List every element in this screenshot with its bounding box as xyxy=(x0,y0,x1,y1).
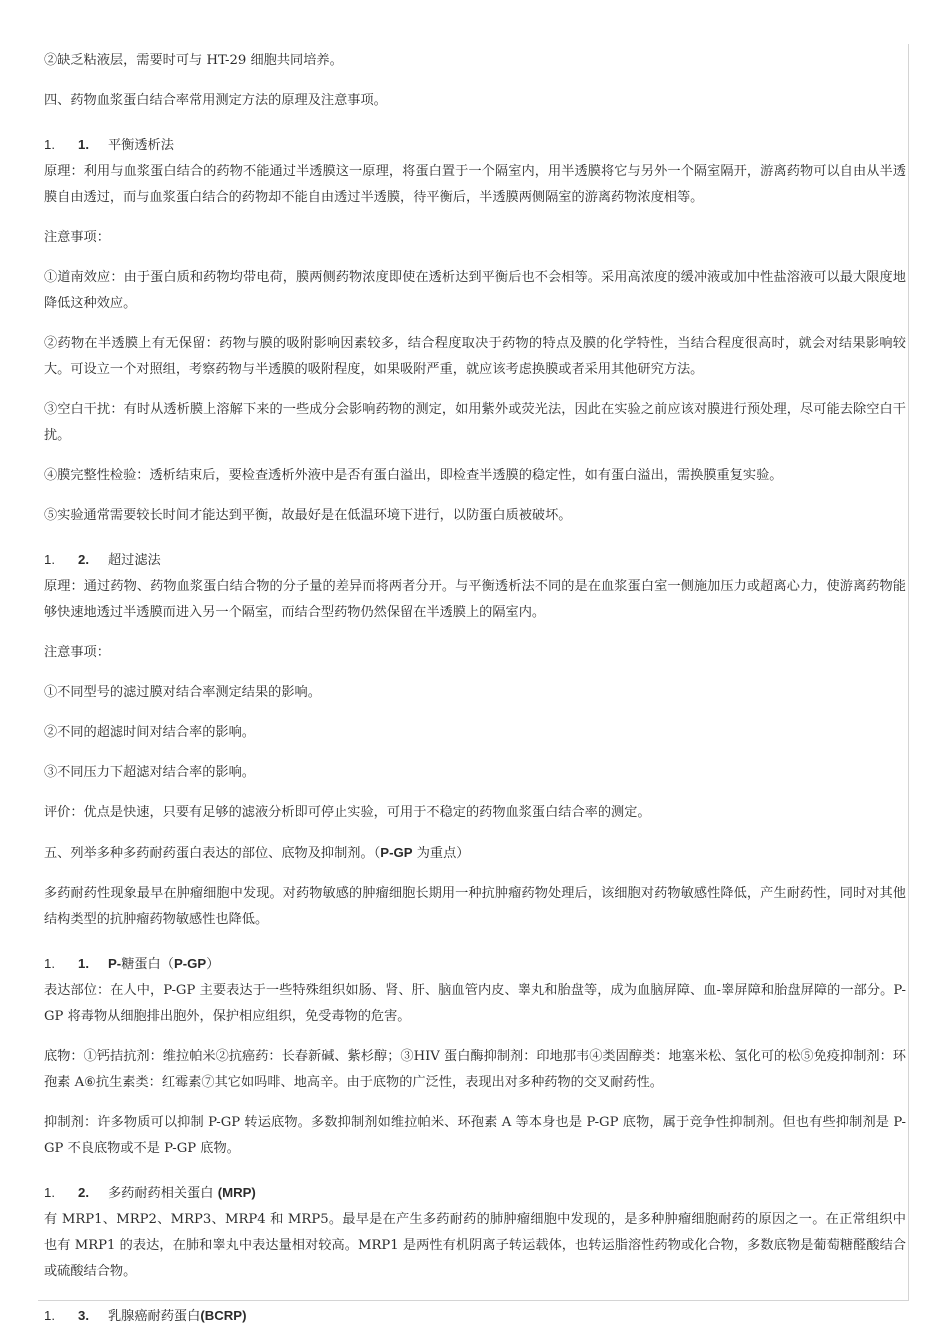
paragraph-membrane-retention: ②药物在半透膜上有无保留：药物与膜的吸附影响因素较多，结合程度取决于药物的特点及膜的化学特性，当结合程度很高时，就会对结果影响较大。可设立一个对照组，考察药物与半透膜的吸附程度，如果吸附严重，就应该考虑换膜或者采用其他研究方法。 xyxy=(44,336,906,377)
section-5-text-end: 为重点） xyxy=(412,846,470,861)
heading-subnumber: 3. xyxy=(78,1308,89,1323)
heading-subnumber: 2. xyxy=(78,1185,89,1200)
paragraph-filter-pressure: ③不同压力下超滤对结合率的影响。 xyxy=(44,765,255,780)
paragraph-membrane-integrity: ④膜完整性检验：透析结束后，要检查透析外液中是否有蛋白溢出，即检查半透膜的稳定性，如有蛋白溢出，需换膜重复实验。 xyxy=(44,468,783,483)
paragraph-mdr-intro: 多药耐药性现象最早在肿瘤细胞中发现。对药物敏感的肿瘤细胞长期用一种抗肿瘤药物处理后，该细胞对药物敏感性降低，产生耐药性，同时对其他结构类型的抗肿瘤药物敏感性也降低。 xyxy=(44,886,906,927)
paragraph-filter-type: ①不同型号的滤过膜对结合率测定结果的影响。 xyxy=(44,685,321,700)
heading-subnumber: 1. xyxy=(78,137,89,152)
heading-bold-abbrev: P-GP xyxy=(173,956,207,971)
paragraph-ultrafiltration-principle: 原理：通过药物、药物血浆蛋白结合物的分子量的差异而将两者分开。与平衡透析法不同的是在血浆蛋白室一侧施加压力或超离心力，使游离药物能够快速地透过半透膜而进入另一个隔室，而结合型药物仍然保留在半透膜上的隔室内。 xyxy=(44,579,906,620)
paragraph-equilibrium-time: ⑤实验通常需要较长时间才能达到平衡，故最好是在低温环境下进行，以防蛋白质被破坏。 xyxy=(44,508,572,523)
section-5-bold: P-GP xyxy=(380,845,413,860)
paragraph-filter-time: ②不同的超滤时间对结合率的影响。 xyxy=(44,725,255,740)
heading-bold-prefix: P- xyxy=(108,956,122,971)
heading-title: 超过滤法 xyxy=(108,553,161,568)
heading-number: 1. xyxy=(44,1308,55,1323)
heading-title: 糖蛋白（ xyxy=(121,957,174,972)
heading-subnumber: 1. xyxy=(78,956,89,971)
section-5-title xyxy=(44,840,906,867)
heading-title: 多药耐药相关蛋白 xyxy=(108,1186,218,1201)
paragraph-pgp-substrates: 底物：①钙拮抗剂：维拉帕米②抗癌药：长春新碱、紫杉醇；③HIV 蛋白酶抑制剂：印地那韦④类固醇类：地塞米松、氢化可的松⑤免疫抑制剂：环孢素 A⑥抗生素类：红霉素⑦其它如吗啡、地高辛。由于底物的广泛性，表现出对多种药物的交叉耐药性。 xyxy=(44,1049,906,1090)
heading-number: 1. xyxy=(44,552,55,567)
section-4-title: 四、药物血浆蛋白结合率常用测定方法的原理及注意事项。 xyxy=(44,93,387,108)
paragraph-dialysis-principle: 原理：利用与血浆蛋白结合的药物不能通过半透膜这一原理，将蛋白置于一个隔室内，用半透膜将它与另外一个隔室隔开，游离药物可以自由从半透膜自由透过，而与血浆蛋白结合的药物却不能自由透过半透膜，待平衡后，半透膜两侧隔室的游离药物浓度相等。 xyxy=(44,164,906,205)
heading-number: 1. xyxy=(44,1185,55,1200)
heading-bold-abbrev: (MRP) xyxy=(217,1185,256,1200)
paragraph-evaluation: 评价：优点是快速，只要有足够的滤液分析即可停止实验，可用于不稳定的药物血浆蛋白结合率的测定。 xyxy=(44,805,651,820)
paragraph-blank-interference: ③空白干扰：有时从透析膜上溶解下来的一些成分会影响药物的测定，如用紫外或荧光法，因此在实验之前应该对膜进行预处理，尽可能去除空白干扰。 xyxy=(44,402,906,443)
heading-bold-abbrev: (BCRP) xyxy=(200,1308,247,1323)
heading-subnumber: 2. xyxy=(78,552,89,567)
paragraph-mucus: ②缺乏粘液层，需要时可与 HT-29 细胞共同培养。 xyxy=(44,53,343,68)
heading-number: 1. xyxy=(44,956,55,971)
paragraph-mrp: 有 MRP1、MRP2、MRP3、MRP4 和 MRP5。最早是在产生多药耐药的肺肿瘤细胞中发现的，是多种肿瘤细胞耐药的原因之一。在正常组织中也有 MRP1 的表达，在肺和睾丸中表达量相对较高。MRP1 是两性有机阴离子转运载体，也转运脂溶性药物或化合物，多数底物是葡萄糖醛酸结合或硫酸结合物。 xyxy=(44,1212,906,1279)
paragraph-pgp-inhibitors: 抑制剂：许多物质可以抑制 P-GP 转运底物。多数抑制剂如维拉帕米、环孢素 A 等本身也是 P-GP 底物，属于竞争性抑制剂。但也有些抑制剂是 P-GP 不良底物或不是 P-GP 底物。 xyxy=(44,1115,906,1156)
paragraph-donnan-effect: ①道南效应：由于蛋白质和药物均带电荷，膜两侧药物浓度即使在透析达到平衡后也不会相等。采用高浓度的缓冲液或加中性盐溶液可以最大限度地降低这种效应。 xyxy=(44,270,906,311)
document-body xyxy=(44,48,906,1330)
paragraph-pgp-expression: 表达部位：在人中，P-GP 主要表达于一些特殊组织如肠、肾、肝、脑血管内皮、睾丸和胎盘等，成为血脑屏障、血-睾屏障和胎盘屏障的一部分。P-GP 将毒物从细胞排出胞外，保护相应组织，免受毒物的危害。 xyxy=(44,983,906,1024)
section-5-text: 五、列举多种多药耐药蛋白表达的部位、底物及抑制剂。（ xyxy=(44,846,381,861)
notes-label: 注意事项： xyxy=(44,230,110,245)
heading-title: 平衡透析法 xyxy=(108,138,174,153)
heading-number: 1. xyxy=(44,137,55,152)
heading-ultrafiltration xyxy=(44,547,906,574)
heading-mrp xyxy=(44,1180,906,1207)
heading-title: 乳腺癌耐药蛋白 xyxy=(108,1309,201,1324)
heading-bcrp xyxy=(44,1303,906,1330)
heading-title-end: ） xyxy=(206,957,220,972)
notes-label: 注意事项： xyxy=(44,645,110,660)
heading-p-glycoprotein xyxy=(44,951,906,978)
heading-equilibrium-dialysis xyxy=(44,132,906,159)
